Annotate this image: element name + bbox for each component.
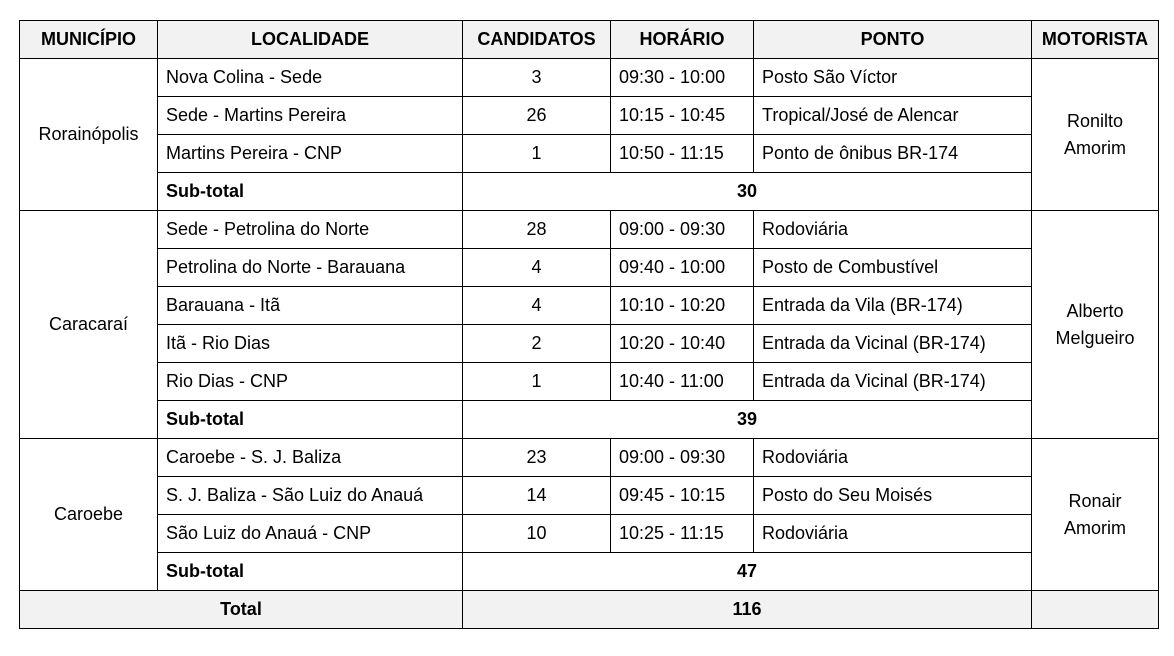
table-row — [20, 287, 1159, 325]
total-label: Total — [20, 591, 463, 629]
header-candidatos: CANDIDATOS — [463, 21, 611, 59]
localidade-cell: São Luiz do Anauá - CNP — [158, 515, 463, 553]
ponto-cell: Rodoviária — [754, 515, 1032, 553]
localidade-cell: Itã - Rio Dias — [158, 325, 463, 363]
ponto-cell: Posto São Víctor — [754, 59, 1032, 97]
ponto-cell: Ponto de ônibus BR-174 — [754, 135, 1032, 173]
subtotal-value: 39 — [463, 401, 1032, 439]
subtotal-value: 30 — [463, 173, 1032, 211]
header-municipio: MUNICÍPIO — [20, 21, 158, 59]
total-value: 116 — [463, 591, 1032, 629]
candidatos-cell: 28 — [463, 211, 611, 249]
ponto-cell: Rodoviária — [754, 439, 1032, 477]
table-row — [20, 135, 1159, 173]
candidatos-cell: 4 — [463, 249, 611, 287]
localidade-cell: Sede - Petrolina do Norte — [158, 211, 463, 249]
table-row — [20, 325, 1159, 363]
motorista-last-name: Melgueiro — [1055, 327, 1135, 348]
candidatos-cell: 4 — [463, 287, 611, 325]
candidatos-cell: 1 — [463, 135, 611, 173]
horario-cell: 10:25 - 11:15 — [611, 515, 754, 553]
ponto-cell: Entrada da Vila (BR-174) — [754, 287, 1032, 325]
horario-cell: 10:50 - 11:15 — [611, 135, 754, 173]
horario-cell: 10:20 - 10:40 — [611, 325, 754, 363]
motorista-cell — [1032, 59, 1159, 211]
horario-cell: 10:10 - 10:20 — [611, 287, 754, 325]
motorista-last-name: Amorim — [1064, 137, 1126, 158]
candidatos-cell: 1 — [463, 363, 611, 401]
localidade-cell: Caroebe - S. J. Baliza — [158, 439, 463, 477]
localidade-cell: Petrolina do Norte - Barauana — [158, 249, 463, 287]
localidade-cell: Rio Dias - CNP — [158, 363, 463, 401]
candidatos-cell: 3 — [463, 59, 611, 97]
total-empty-cell — [1032, 591, 1159, 629]
municipio-cell: Caracaraí — [20, 211, 158, 439]
subtotal-row — [20, 173, 1159, 211]
candidatos-cell: 26 — [463, 97, 611, 135]
horario-cell: 10:40 - 11:00 — [611, 363, 754, 401]
localidade-cell: Nova Colina - Sede — [158, 59, 463, 97]
candidatos-cell: 2 — [463, 325, 611, 363]
horario-cell: 09:40 - 10:00 — [611, 249, 754, 287]
header-motorista: MOTORISTA — [1032, 21, 1159, 59]
motorista-first-name: Ronair — [1068, 490, 1122, 511]
subtotal-label: Sub-total — [158, 553, 463, 591]
subtotal-label: Sub-total — [158, 401, 463, 439]
table-row — [20, 211, 1159, 249]
table-row — [20, 515, 1159, 553]
ponto-cell: Posto do Seu Moisés — [754, 477, 1032, 515]
header-ponto: PONTO — [754, 21, 1032, 59]
horario-cell: 10:15 - 10:45 — [611, 97, 754, 135]
table-row — [20, 249, 1159, 287]
motorista-cell — [1032, 439, 1159, 591]
header-horario: HORÁRIO — [611, 21, 754, 59]
ponto-cell: Rodoviária — [754, 211, 1032, 249]
header-row — [20, 21, 1159, 59]
localidade-cell: S. J. Baliza - São Luiz do Anauá — [158, 477, 463, 515]
table-row — [20, 97, 1159, 135]
horario-cell: 09:00 - 09:30 — [611, 211, 754, 249]
subtotal-label: Sub-total — [158, 173, 463, 211]
horario-cell: 09:30 - 10:00 — [611, 59, 754, 97]
localidade-cell: Sede - Martins Pereira — [158, 97, 463, 135]
candidatos-cell: 23 — [463, 439, 611, 477]
localidade-cell: Barauana - Itã — [158, 287, 463, 325]
ponto-cell: Entrada da Vicinal (BR-174) — [754, 325, 1032, 363]
subtotal-value: 47 — [463, 553, 1032, 591]
motorista-last-name: Amorim — [1064, 517, 1126, 538]
table-row — [20, 477, 1159, 515]
candidatos-cell: 14 — [463, 477, 611, 515]
schedule-table — [19, 20, 1159, 629]
candidatos-cell: 10 — [463, 515, 611, 553]
ponto-cell: Posto de Combustível — [754, 249, 1032, 287]
table-row — [20, 59, 1159, 97]
subtotal-row — [20, 401, 1159, 439]
ponto-cell: Tropical/José de Alencar — [754, 97, 1032, 135]
municipio-cell: Caroebe — [20, 439, 158, 591]
motorista-first-name: Alberto — [1066, 300, 1124, 321]
motorista-first-name: Ronilto — [1066, 110, 1124, 131]
table-row — [20, 363, 1159, 401]
horario-cell: 09:45 - 10:15 — [611, 477, 754, 515]
total-row — [20, 591, 1159, 629]
subtotal-row — [20, 553, 1159, 591]
table-row — [20, 439, 1159, 477]
horario-cell: 09:00 - 09:30 — [611, 439, 754, 477]
localidade-cell: Martins Pereira - CNP — [158, 135, 463, 173]
municipio-cell: Rorainópolis — [20, 59, 158, 211]
ponto-cell: Entrada da Vicinal (BR-174) — [754, 363, 1032, 401]
motorista-cell — [1032, 211, 1159, 439]
header-localidade: LOCALIDADE — [158, 21, 463, 59]
